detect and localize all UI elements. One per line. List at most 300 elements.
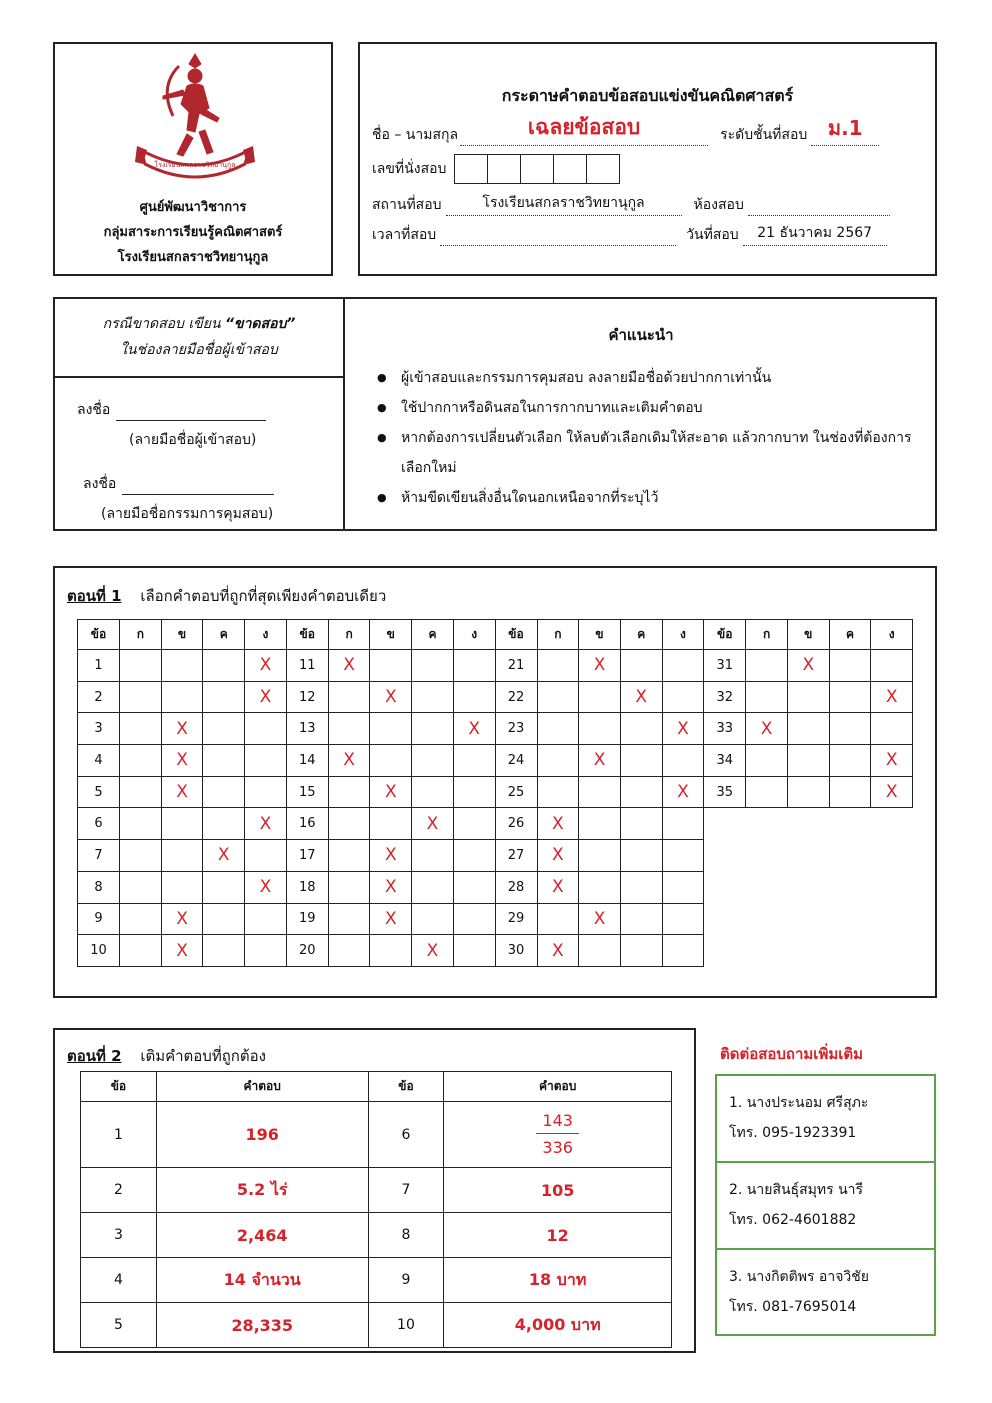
choice-cell[interactable]	[370, 745, 412, 777]
contact-phone[interactable]: โทร. 062-4601882	[729, 1212, 857, 1228]
room-field[interactable]	[748, 198, 890, 216]
answer-mark: X	[802, 655, 815, 676]
choice-cell[interactable]	[620, 681, 662, 713]
col-header-choice: ค	[412, 620, 454, 650]
choice-cell[interactable]	[412, 776, 454, 808]
question-number: 1	[78, 650, 120, 682]
col-header-answer: คำตอบ	[444, 1072, 672, 1102]
proctor-sign-line[interactable]	[83, 473, 274, 495]
choice-cell[interactable]	[662, 840, 704, 872]
choice-cell[interactable]	[161, 681, 203, 713]
part1-answer-grid	[77, 619, 913, 967]
choice-cell[interactable]	[537, 745, 579, 777]
instructions-list	[377, 363, 917, 513]
choice-cell[interactable]	[161, 840, 203, 872]
col-header-choice: ข	[579, 620, 621, 650]
answer-value: 4,000 บาท	[444, 1303, 672, 1348]
org-name-line3: โรงเรียนสกลราชวิทยานุกูล	[117, 250, 269, 265]
question-number: 10	[78, 935, 120, 967]
answer-mark: X	[176, 718, 188, 739]
seat-digit-box[interactable]	[520, 154, 554, 184]
question-number: 12	[286, 681, 328, 713]
col-header-choice: ข	[161, 620, 203, 650]
grid-row	[78, 713, 913, 745]
choice-cell[interactable]	[453, 776, 495, 808]
choice-cell[interactable]	[370, 776, 412, 808]
choice-cell[interactable]	[453, 650, 495, 682]
choice-cell[interactable]	[412, 903, 454, 935]
choice-cell[interactable]	[787, 713, 829, 745]
name-row	[372, 115, 879, 146]
choice-cell[interactable]	[620, 808, 662, 840]
choice-cell[interactable]	[662, 935, 704, 967]
question-number: 1	[81, 1102, 157, 1168]
choice-cell[interactable]	[787, 650, 829, 682]
seat-label: เลขที่นั่งสอบ	[372, 161, 447, 177]
choice-cell[interactable]	[120, 776, 162, 808]
blank-cell	[746, 935, 788, 967]
blank-cell	[704, 808, 746, 840]
answer-mark: X	[760, 718, 773, 739]
choice-cell[interactable]	[537, 650, 579, 682]
choice-cell[interactable]	[328, 681, 370, 713]
question-number: 25	[495, 776, 537, 808]
choice-cell[interactable]	[203, 650, 245, 682]
date-value: 21 ธันวาคม 2567	[757, 225, 873, 241]
choice-cell[interactable]	[412, 808, 454, 840]
blank-cell	[704, 903, 746, 935]
question-number: 26	[495, 808, 537, 840]
choice-cell[interactable]	[453, 840, 495, 872]
choice-cell[interactable]	[620, 713, 662, 745]
examinee-sign-line[interactable]	[77, 399, 266, 421]
choice-cell[interactable]	[370, 935, 412, 967]
choice-cell[interactable]	[370, 808, 412, 840]
name-field[interactable]	[460, 115, 708, 146]
choice-cell[interactable]	[328, 903, 370, 935]
question-number: 32	[704, 681, 746, 713]
choice-cell[interactable]	[328, 650, 370, 682]
answer-mark: X	[885, 687, 898, 708]
answer-mark: X	[384, 845, 397, 866]
question-number: 6	[78, 808, 120, 840]
choice-cell[interactable]	[579, 903, 621, 935]
choice-cell[interactable]	[453, 935, 495, 967]
blank-cell	[871, 935, 913, 967]
question-number: 18	[286, 871, 328, 903]
seat-digit-box[interactable]	[487, 154, 521, 184]
choice-cell[interactable]	[120, 745, 162, 777]
choice-cell[interactable]	[537, 681, 579, 713]
room-label: ห้องสอบ	[693, 197, 744, 213]
choice-cell[interactable]	[245, 776, 287, 808]
grid-row	[78, 871, 913, 903]
instruction-item: ● ใช้ปากกาหรือดินสอในการกากบาทและเติมคำตอบ	[377, 393, 917, 423]
choice-cell[interactable]	[829, 681, 871, 713]
choice-cell[interactable]	[662, 650, 704, 682]
choice-cell[interactable]	[161, 745, 203, 777]
choice-cell[interactable]	[453, 745, 495, 777]
choice-cell[interactable]	[245, 935, 287, 967]
question-number: 23	[495, 713, 537, 745]
question-number: 33	[704, 713, 746, 745]
examinee-caption: (ลายมือชื่อผู้เข้าสอบ)	[129, 432, 257, 448]
question-number: 27	[495, 840, 537, 872]
question-number: 35	[704, 776, 746, 808]
answer-mark: X	[176, 940, 188, 961]
choice-cell[interactable]	[203, 681, 245, 713]
question-number: 14	[286, 745, 328, 777]
choice-cell[interactable]	[203, 871, 245, 903]
choice-cell[interactable]	[579, 840, 621, 872]
instructions-section	[347, 299, 935, 529]
choice-cell[interactable]	[328, 935, 370, 967]
absent-note-prefix: กรณีขาดสอบ เขียน	[102, 316, 225, 332]
choice-cell[interactable]	[620, 745, 662, 777]
choice-cell[interactable]	[120, 808, 162, 840]
examinee-signature-field[interactable]	[116, 405, 266, 421]
contact-name: 2. นายสินธุ์สมุทร นารี	[729, 1182, 864, 1198]
question-number: 11	[286, 650, 328, 682]
choice-cell[interactable]	[203, 713, 245, 745]
fraction-denominator: 336	[542, 1138, 573, 1157]
answer-mark: X	[468, 718, 480, 739]
choice-cell[interactable]	[245, 871, 287, 903]
choice-cell[interactable]	[746, 745, 788, 777]
question-number: 10	[368, 1303, 444, 1348]
choice-cell[interactable]	[370, 681, 412, 713]
choice-cell[interactable]	[412, 871, 454, 903]
choice-cell[interactable]	[203, 935, 245, 967]
choice-cell[interactable]	[537, 713, 579, 745]
choice-cell[interactable]	[120, 713, 162, 745]
contact-name: 1. นางประนอม ศรีสุภะ	[729, 1095, 869, 1111]
choice-cell[interactable]	[453, 808, 495, 840]
contact-phone[interactable]: โทร. 095-1923391	[729, 1125, 857, 1141]
grid-row	[78, 840, 913, 872]
answer-mark: X	[677, 782, 689, 803]
col-header-no: ข้อ	[78, 620, 120, 650]
choice-cell[interactable]	[787, 776, 829, 808]
answer-mark: X	[593, 750, 606, 771]
question-number: 28	[495, 871, 537, 903]
choice-cell[interactable]	[579, 681, 621, 713]
choice-cell[interactable]	[787, 745, 829, 777]
choice-cell[interactable]	[620, 650, 662, 682]
blank-cell	[787, 903, 829, 935]
proctor-signature-field[interactable]	[122, 479, 274, 495]
col-header-choice: ง	[871, 620, 913, 650]
blank-cell	[787, 840, 829, 872]
choice-cell[interactable]	[620, 935, 662, 967]
answer-mark: X	[176, 750, 188, 771]
choice-cell[interactable]	[412, 745, 454, 777]
fraction	[536, 1111, 579, 1158]
instruction-item: ● ห้ามขีดเขียนสิ่งอื่นใดนอกเหนือจากที่ระบุไว้	[377, 483, 917, 513]
choice-cell[interactable]	[746, 650, 788, 682]
choice-cell[interactable]	[245, 650, 287, 682]
choice-cell[interactable]	[245, 808, 287, 840]
choice-cell[interactable]	[161, 650, 203, 682]
choice-cell[interactable]	[120, 903, 162, 935]
choice-cell[interactable]	[537, 776, 579, 808]
grid-row	[78, 776, 913, 808]
choice-cell[interactable]	[579, 935, 621, 967]
choice-cell[interactable]	[620, 871, 662, 903]
choice-cell[interactable]	[453, 681, 495, 713]
part2-title	[67, 1044, 266, 1068]
answer-mark: X	[384, 908, 397, 929]
choice-cell[interactable]	[579, 650, 621, 682]
seat-number-boxes[interactable]	[454, 154, 619, 184]
choice-cell[interactable]	[203, 776, 245, 808]
answer-row	[81, 1213, 672, 1258]
question-number: 4	[81, 1258, 157, 1303]
choice-cell[interactable]	[328, 808, 370, 840]
choice-cell[interactable]	[829, 745, 871, 777]
col-header-choice: ง	[453, 620, 495, 650]
answer-mark: X	[384, 687, 397, 708]
absent-note	[55, 311, 343, 363]
choice-cell[interactable]	[871, 681, 913, 713]
contact-title: ติดต่อสอบถามเพิ่มเติม	[720, 1045, 863, 1063]
question-number: 3	[81, 1213, 157, 1258]
choice-cell[interactable]	[120, 840, 162, 872]
choice-cell[interactable]	[579, 745, 621, 777]
choice-cell[interactable]	[412, 935, 454, 967]
choice-cell[interactable]	[453, 713, 495, 745]
choice-cell[interactable]	[120, 681, 162, 713]
choice-cell[interactable]	[537, 840, 579, 872]
choice-cell[interactable]	[161, 808, 203, 840]
choice-cell[interactable]	[579, 776, 621, 808]
answer-mark: X	[552, 813, 564, 834]
answer-row	[81, 1168, 672, 1213]
col-header-choice: ข	[787, 620, 829, 650]
choice-cell[interactable]	[120, 935, 162, 967]
choice-cell[interactable]	[871, 650, 913, 682]
question-number: 4	[78, 745, 120, 777]
choice-cell[interactable]	[245, 903, 287, 935]
answer-value: 18 บาท	[444, 1258, 672, 1303]
choice-cell[interactable]	[245, 681, 287, 713]
grid-row	[78, 681, 913, 713]
date-field[interactable]	[743, 225, 887, 246]
choice-cell[interactable]	[537, 808, 579, 840]
date-label: วันที่สอบ	[686, 227, 739, 243]
org-name-line1: ศูนย์พัฒนาวิชาการ	[139, 200, 247, 215]
choice-cell[interactable]	[620, 776, 662, 808]
question-number: 30	[495, 935, 537, 967]
divider	[55, 376, 343, 378]
contact-card	[717, 1076, 934, 1163]
answer-mark: X	[552, 940, 564, 961]
choice-cell[interactable]	[662, 903, 704, 935]
choice-cell[interactable]	[245, 745, 287, 777]
part1-description: เลือกคำตอบที่ถูกที่สุดเพียงคำตอบเดียว	[140, 587, 387, 605]
choice-cell[interactable]	[537, 903, 579, 935]
choice-cell[interactable]	[328, 840, 370, 872]
choice-cell[interactable]	[161, 713, 203, 745]
choice-cell[interactable]	[871, 776, 913, 808]
choice-cell[interactable]	[120, 871, 162, 903]
choice-cell[interactable]	[328, 871, 370, 903]
choice-cell[interactable]	[579, 808, 621, 840]
blank-cell	[704, 840, 746, 872]
question-number: 29	[495, 903, 537, 935]
choice-cell[interactable]	[746, 681, 788, 713]
col-header-answer: คำตอบ	[156, 1072, 368, 1102]
answer-mark: X	[259, 877, 272, 898]
absent-note-line2: ในช่องลายมือชื่อผู้เข้าสอบ	[120, 342, 278, 358]
choice-cell[interactable]	[662, 681, 704, 713]
choice-cell[interactable]	[161, 903, 203, 935]
choice-cell[interactable]	[203, 745, 245, 777]
proctor-caption: (ลายมือชื่อกรรมการคุมสอบ)	[101, 506, 274, 522]
part2-description: เติมคำตอบที่ถูกต้อง	[140, 1047, 266, 1065]
choice-cell[interactable]	[829, 650, 871, 682]
choice-cell[interactable]	[370, 713, 412, 745]
col-header-choice: ง	[245, 620, 287, 650]
choice-cell[interactable]	[829, 713, 871, 745]
absent-word: “ขาดสอบ”	[224, 316, 296, 332]
sign-label: ลงชื่อ	[83, 476, 117, 492]
question-number: 20	[286, 935, 328, 967]
blank-cell	[787, 808, 829, 840]
contact-box	[715, 1074, 936, 1336]
answer-value: 5.2 ไร่	[156, 1168, 368, 1213]
answer-row	[81, 1303, 672, 1348]
answer-mark: X	[384, 877, 397, 898]
contact-card	[717, 1250, 934, 1337]
choice-cell[interactable]	[203, 840, 245, 872]
col-header-no: ข้อ	[81, 1072, 157, 1102]
part1-section	[53, 566, 937, 998]
choice-cell[interactable]	[620, 903, 662, 935]
choice-cell[interactable]	[453, 903, 495, 935]
seat-digit-box[interactable]	[454, 154, 488, 184]
seat-digit-box[interactable]	[553, 154, 587, 184]
org-name-line2: กลุ่มสาระการเรียนรู้คณิตศาสตร์	[103, 225, 283, 240]
choice-cell[interactable]	[662, 776, 704, 808]
choice-cell[interactable]	[537, 871, 579, 903]
choice-cell[interactable]	[245, 713, 287, 745]
question-number: 2	[81, 1168, 157, 1213]
choice-cell[interactable]	[871, 713, 913, 745]
choice-cell[interactable]	[328, 745, 370, 777]
blank-cell	[829, 840, 871, 872]
choice-cell[interactable]	[579, 713, 621, 745]
choice-cell[interactable]	[829, 776, 871, 808]
answer-mark: X	[593, 655, 606, 676]
choice-cell[interactable]	[537, 935, 579, 967]
col-header-no: ข้อ	[495, 620, 537, 650]
choice-cell[interactable]	[328, 713, 370, 745]
choice-cell[interactable]	[662, 871, 704, 903]
choice-cell[interactable]	[412, 650, 454, 682]
name-value: เฉลยข้อสอบ	[527, 115, 641, 139]
choice-cell[interactable]	[579, 871, 621, 903]
answer-row	[81, 1258, 672, 1303]
blank-cell	[746, 840, 788, 872]
answer-mark: X	[426, 940, 439, 961]
venue-row	[372, 194, 890, 216]
blank-cell	[829, 871, 871, 903]
choice-cell[interactable]	[370, 903, 412, 935]
answer-mark: X	[384, 782, 397, 803]
choice-cell[interactable]	[161, 871, 203, 903]
part1-title	[67, 584, 386, 608]
choice-cell[interactable]	[662, 713, 704, 745]
choice-cell[interactable]	[120, 650, 162, 682]
choice-cell[interactable]	[662, 745, 704, 777]
col-header-choice: ค	[829, 620, 871, 650]
choice-cell[interactable]	[370, 840, 412, 872]
contact-phone[interactable]: โทร. 081-7695014	[729, 1299, 857, 1315]
answer-mark: X	[552, 877, 564, 898]
choice-cell[interactable]	[453, 871, 495, 903]
time-row	[372, 224, 887, 246]
answer-mark: X	[343, 750, 355, 771]
choice-cell[interactable]	[620, 840, 662, 872]
choice-cell[interactable]	[662, 808, 704, 840]
level-field[interactable]	[811, 116, 879, 146]
choice-cell[interactable]	[370, 650, 412, 682]
sign-label: ลงชื่อ	[77, 402, 111, 418]
time-field[interactable]	[440, 228, 676, 246]
choice-cell[interactable]	[161, 935, 203, 967]
choice-cell[interactable]	[328, 776, 370, 808]
col-header-choice: ค	[620, 620, 662, 650]
name-label: ชื่อ – นามสกุล	[372, 127, 459, 143]
choice-cell[interactable]	[412, 713, 454, 745]
choice-cell[interactable]	[161, 776, 203, 808]
choice-cell[interactable]	[746, 713, 788, 745]
exam-info-box	[358, 42, 937, 276]
answer-value: 14 จำนวน	[156, 1258, 368, 1303]
col-header-no: ข้อ	[704, 620, 746, 650]
col-header-choice: ก	[120, 620, 162, 650]
choice-cell[interactable]	[370, 871, 412, 903]
answer-mark: X	[259, 687, 272, 708]
choice-cell[interactable]	[787, 681, 829, 713]
choice-cell[interactable]	[245, 840, 287, 872]
question-number: 31	[704, 650, 746, 682]
question-number: 21	[495, 650, 537, 682]
question-number: 5	[78, 776, 120, 808]
choice-cell[interactable]	[746, 776, 788, 808]
choice-cell[interactable]	[412, 681, 454, 713]
seat-digit-box[interactable]	[586, 154, 620, 184]
instructions-heading: คำแนะนำ	[608, 326, 674, 344]
venue-field[interactable]	[446, 195, 682, 216]
blank-cell	[787, 935, 829, 967]
grid-row	[78, 935, 913, 967]
question-number: 15	[286, 776, 328, 808]
question-number: 34	[704, 745, 746, 777]
choice-cell[interactable]	[203, 808, 245, 840]
choice-cell[interactable]	[412, 840, 454, 872]
choice-cell[interactable]	[871, 745, 913, 777]
answer-fraction	[444, 1102, 672, 1168]
answer-value: 28,335	[156, 1303, 368, 1348]
instruction-item: ● หากต้องการเปลี่ยนตัวเลือก ให้ลบตัวเลือกเดิมให้สะอาด แล้วกากบาท ในช่องที่ต้องการเลือกใหม่	[377, 423, 917, 483]
blank-cell	[871, 808, 913, 840]
col-header-no: ข้อ	[286, 620, 328, 650]
emblem-ribbon-text: โรงเรียนสกลราชวิทยานุกูล	[154, 161, 236, 169]
answer-mark: X	[593, 908, 606, 929]
choice-cell[interactable]	[203, 903, 245, 935]
